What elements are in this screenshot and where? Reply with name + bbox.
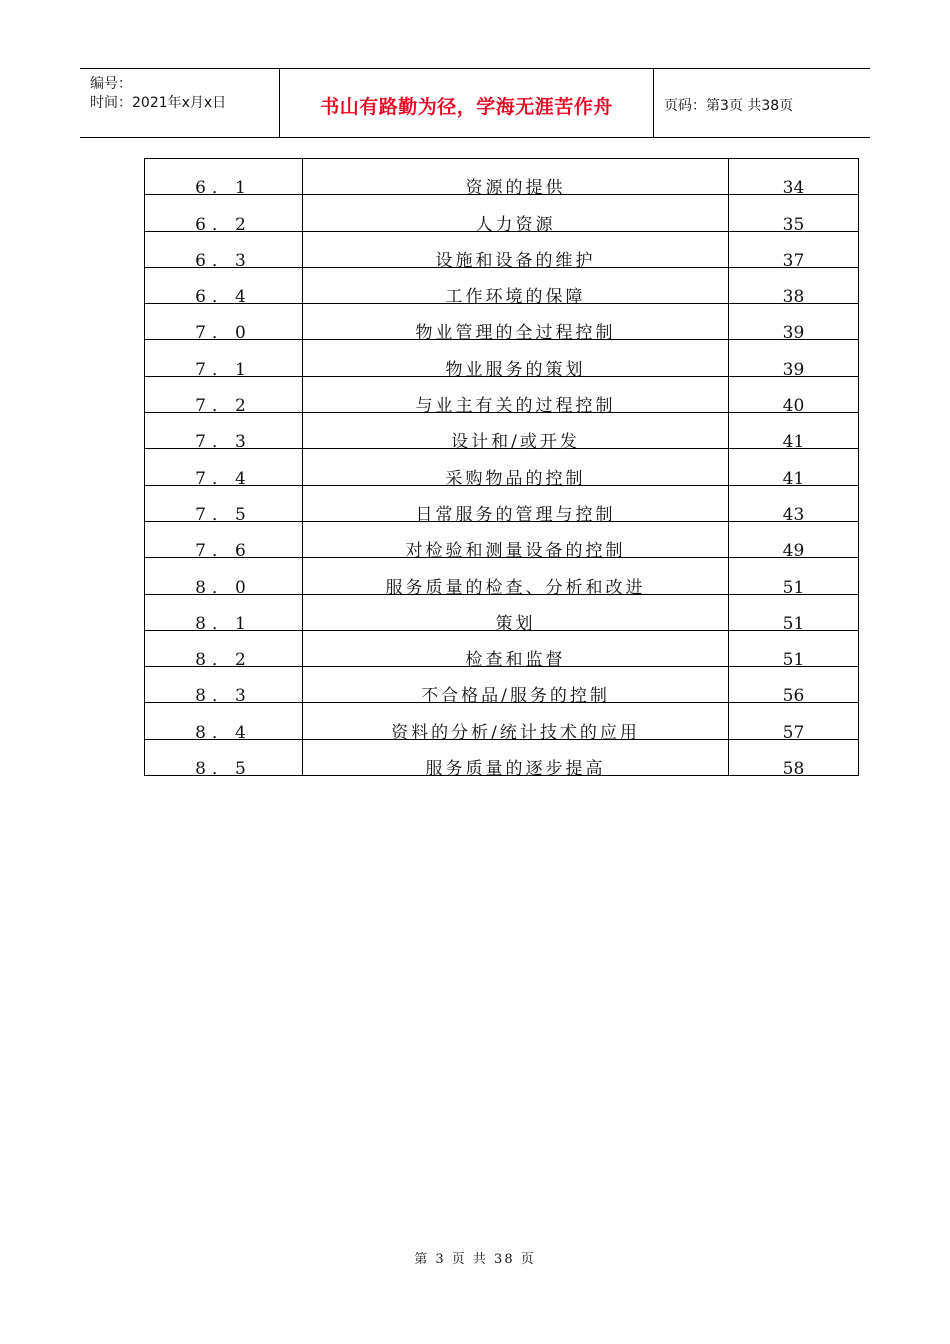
toc-number: 7．2: [195, 396, 252, 417]
toc-page: 58: [782, 759, 805, 780]
toc-number-cell: [145, 485, 303, 525]
toc-page-cell: [729, 485, 859, 525]
toc-number-cell: [145, 267, 303, 308]
toc-title-cell: [303, 413, 729, 453]
toc-page-cell: [729, 521, 859, 562]
toc-row: [145, 376, 859, 412]
toc-number-cell: [145, 521, 303, 562]
toc-row: [145, 521, 859, 557]
toc-title-cell: [303, 340, 729, 380]
toc-page: 43: [782, 504, 805, 525]
toc-title-cell: [303, 558, 729, 598]
toc-page-cell: [729, 267, 859, 308]
toc-title: 日常服务的管理与控制: [415, 504, 616, 525]
toc-row: [145, 449, 859, 485]
toc-number-cell: [145, 231, 303, 271]
toc-row: [145, 231, 859, 267]
toc-title-cell: [303, 159, 729, 199]
toc-number-cell: [145, 558, 303, 598]
date-text: 时间：2021年x月x日: [90, 95, 227, 111]
toc-number-cell: [145, 304, 303, 344]
toc-title: 服务质量的逐步提高: [425, 759, 606, 780]
page-header: [80, 68, 870, 138]
toc-title-cell: [303, 703, 729, 743]
toc-page: 51: [782, 650, 805, 671]
toc-row: [145, 267, 859, 303]
toc-title: 对检验和测量设备的控制: [405, 541, 626, 562]
toc-title: 物业服务的策划: [445, 359, 586, 380]
toc-number-cell: [145, 703, 303, 743]
toc-number-cell: [145, 594, 303, 634]
toc-title-cell: [303, 449, 729, 489]
toc-title: 检查和监督: [465, 650, 566, 671]
toc-page-cell: [729, 449, 859, 489]
toc-number-cell: [145, 340, 303, 380]
toc-number: 6．2: [195, 214, 252, 235]
toc-page: 39: [782, 359, 805, 380]
toc-title-cell: [303, 521, 729, 562]
code-label: 编号：: [90, 76, 132, 92]
toc-page-cell: [729, 413, 859, 453]
toc-title-cell: [303, 376, 729, 417]
toc-page-cell: [729, 304, 859, 344]
toc-title: 资料的分析/统计技术的应用: [391, 722, 640, 743]
toc-title: 与业主有关的过程控制: [415, 396, 616, 417]
toc-number-cell: [145, 413, 303, 453]
toc-page: 40: [782, 396, 805, 417]
toc-row: [145, 558, 859, 594]
toc-row: [145, 630, 859, 666]
toc-row: [145, 340, 859, 376]
toc-row: [145, 304, 859, 340]
toc-page: 34: [782, 178, 805, 199]
toc-number-cell: [145, 630, 303, 671]
toc-page: 38: [782, 287, 805, 308]
toc-row: [145, 594, 859, 630]
toc-page: 56: [782, 686, 805, 707]
toc-page-cell: [729, 231, 859, 271]
toc-title-cell: [303, 267, 729, 308]
toc-number: 8．1: [195, 613, 252, 634]
toc-title-cell: [303, 594, 729, 634]
toc-number: 6．1: [195, 178, 252, 199]
toc-number: 8．0: [195, 577, 252, 598]
toc-title: 资源的提供: [465, 178, 566, 199]
page-footer: 第 3 页 共 38 页: [414, 1252, 536, 1267]
toc-page-cell: [729, 594, 859, 634]
toc-table: [144, 158, 859, 780]
toc-page: 41: [782, 432, 805, 453]
toc-page-cell: [729, 376, 859, 417]
toc-page-cell: [729, 195, 859, 235]
toc-page-cell: [729, 159, 859, 199]
header-meta: [80, 69, 280, 137]
toc-number: 7．1: [195, 359, 252, 380]
toc-title: 服务质量的检查、分析和改进: [385, 577, 646, 598]
toc-title-cell: [303, 195, 729, 235]
toc-page: 35: [782, 214, 805, 235]
toc-row: [145, 667, 859, 703]
toc-title: 物业管理的全过程控制: [415, 323, 616, 344]
toc-title: 不合格品/服务的控制: [421, 686, 610, 707]
toc-number: 6．3: [195, 250, 252, 271]
toc-number: 7．6: [195, 541, 252, 562]
toc-page-cell: [729, 703, 859, 743]
toc-number-cell: [145, 449, 303, 489]
toc-number: 7．3: [195, 432, 252, 453]
toc-row: [145, 703, 859, 739]
toc-row: [145, 413, 859, 449]
toc-title: 采购物品的控制: [445, 468, 586, 489]
toc-number: 8．4: [195, 722, 252, 743]
toc-page: 39: [782, 323, 805, 344]
toc-number: 7．5: [195, 504, 252, 525]
toc-page-cell: [729, 739, 859, 780]
toc-title-cell: [303, 304, 729, 344]
toc-number-cell: [145, 667, 303, 707]
toc-number: 6．4: [195, 287, 252, 308]
toc-number-cell: [145, 376, 303, 417]
toc-number-cell: [145, 195, 303, 235]
toc-title-cell: [303, 739, 729, 780]
toc-page-cell: [729, 340, 859, 380]
toc-number: 7．0: [195, 323, 252, 344]
toc-number: 8．2: [195, 650, 252, 671]
toc-title: 设施和设备的维护: [435, 250, 596, 271]
toc-page: 49: [782, 541, 805, 562]
toc-page: 41: [782, 468, 805, 489]
header-motto: 书山有路勤为径，学海无涯苦作舟: [280, 69, 654, 137]
toc-row: [145, 159, 859, 195]
toc-title-cell: [303, 630, 729, 671]
toc-page: 51: [782, 577, 805, 598]
toc-title: 工作环境的保障: [445, 287, 586, 308]
toc-page: 57: [782, 722, 805, 743]
toc-row: [145, 739, 859, 775]
toc-number-cell: [145, 739, 303, 780]
toc-page: 51: [782, 613, 805, 634]
toc-row: [145, 485, 859, 521]
toc-page-cell: [729, 667, 859, 707]
toc-page-cell: [729, 558, 859, 598]
header-page-info: 页码：第3页 共38页: [664, 98, 794, 114]
toc-title-cell: [303, 485, 729, 525]
toc-title-cell: [303, 231, 729, 271]
toc-title-cell: [303, 667, 729, 707]
toc-row: [145, 195, 859, 231]
toc-page: 37: [782, 250, 805, 271]
toc-number: 8．5: [195, 759, 252, 780]
toc-title: 人力资源: [475, 214, 556, 235]
toc-number-cell: [145, 159, 303, 199]
toc-number: 7．4: [195, 468, 252, 489]
toc-body: [145, 159, 859, 780]
toc-number: 8．3: [195, 686, 252, 707]
toc-page-cell: [729, 630, 859, 671]
toc-title: 策划: [495, 613, 536, 634]
toc-title: 设计和/或开发: [451, 432, 580, 453]
